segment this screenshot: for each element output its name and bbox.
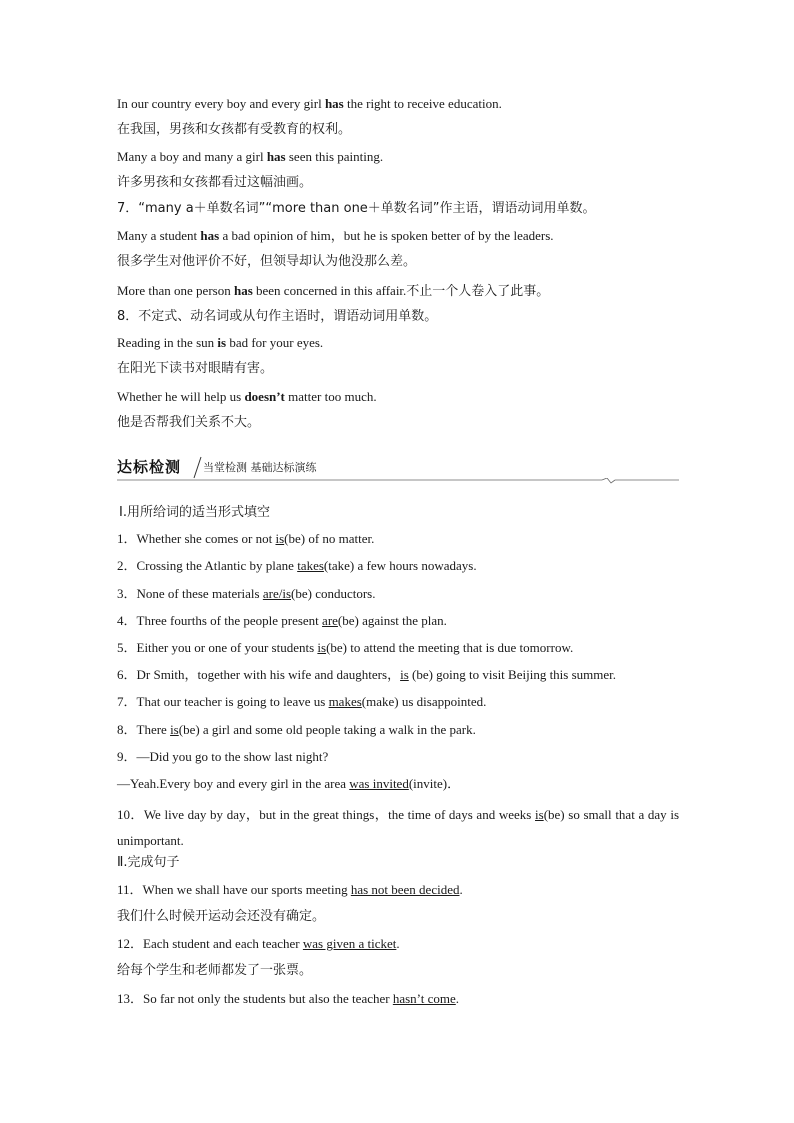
question-11: 11．When we shall have our sports meeting has not been decided. [117, 882, 463, 897]
part1-heading: Ⅰ.用所给词的适当形式填空 [119, 505, 270, 520]
answer-blank: is [275, 531, 285, 546]
answer-blank: are [322, 613, 338, 628]
question-8: 8．There is(be) a girl and some old people taking a walk in the park. [117, 722, 476, 737]
example-sentence: More than one person has been concerned in this affair.不止一个人卷入了此事。 [117, 283, 550, 298]
example-sentence: Many a student has a bad opinion of him，but he is spoken better of by the leaders. [117, 228, 554, 243]
question-12: 12．Each student and each teacher was given a ticket. [117, 936, 400, 951]
question-6: 6．Dr Smith，together with his wife and daughters，is (be) going to visit Beijing this summer. [117, 667, 617, 682]
example-sentence: Whether he will help us doesn’t matter too much. [117, 389, 377, 404]
rule-8: 8．不定式、动名词或从句作主语时，谓语动词用单数。 [117, 309, 438, 324]
header-underline-icon [117, 478, 679, 486]
part2-heading: Ⅱ.完成句子 [117, 855, 180, 870]
section-header [117, 456, 679, 482]
example-translation: 许多男孩和女孩都看过这幅油画。 [117, 175, 313, 190]
section-title: 达标检测 [117, 458, 182, 476]
question-3: 3．None of these materials are/is(be) conductors. [117, 586, 376, 601]
example-translation: 在阳光下读书对眼睛有害。 [117, 361, 274, 376]
answer-blank: hasn’t come [392, 991, 456, 1006]
answer-blank: takes [297, 558, 324, 573]
answer-blank: has not been decided [350, 882, 460, 897]
question-10: 10．We live day by day，but in the great things，the time of days and weeks is(be) so small that a day is unimportant. [117, 807, 680, 848]
answer-blank: is [400, 667, 409, 682]
answer-blank: is [170, 722, 179, 737]
answer-blank: was given a ticket [302, 936, 397, 951]
example-translation: 他是否帮我们关系不大。 [117, 415, 261, 430]
question-9: —Yeah.Every boy and every girl in the area was invited(invite)． [117, 776, 461, 791]
example-sentence: Reading in the sun is bad for your eyes. [117, 335, 324, 350]
question-13: 13．So far not only the students but also the teacher hasn’t come. [117, 991, 460, 1006]
question-12-translation: 给每个学生和老师都发了一张票。 [117, 963, 313, 978]
rule-7: 7．“many a＋单数名词”“more than one＋单数名词”作主语，谓语动词用单数。 [117, 201, 596, 216]
question-2: 2．Crossing the Atlantic by plane takes(take) a few hours nowadays. [117, 558, 477, 573]
answer-blank: is [535, 807, 544, 822]
example-sentence: Many a boy and many a girl has seen this painting. [117, 149, 384, 164]
example-sentence: In our country every boy and every girl has the right to receive education. [117, 96, 502, 111]
question-1: 1．Whether she comes or not is(be) of no matter. [117, 531, 375, 546]
slash-divider-icon [191, 456, 203, 480]
answer-blank: are/is [262, 586, 292, 601]
example-translation: 很多学生对他评价不好，但领导却认为他没那么差。 [117, 254, 417, 269]
answer-blank: makes [328, 694, 362, 709]
example-translation: 在我国，男孩和女孩都有受教育的权利。 [117, 122, 352, 137]
question-11-translation: 我们什么时候开运动会还没有确定。 [117, 909, 326, 924]
question-7: 7．That our teacher is going to leave us makes(make) us disappointed. [117, 694, 487, 709]
question-4: 4．Three fourths of the people present are(be) against the plan. [117, 613, 447, 628]
section-subtitle: 当堂检测 基础达标演练 [203, 461, 317, 474]
answer-blank: was invited [349, 776, 409, 791]
question-5: 5．Either you or one of your students is(be) to attend the meeting that is due tomorrow. [117, 640, 574, 655]
answer-blank: is [317, 640, 327, 655]
question-9-prompt: 9．—Did you go to the show last night? [117, 749, 329, 764]
